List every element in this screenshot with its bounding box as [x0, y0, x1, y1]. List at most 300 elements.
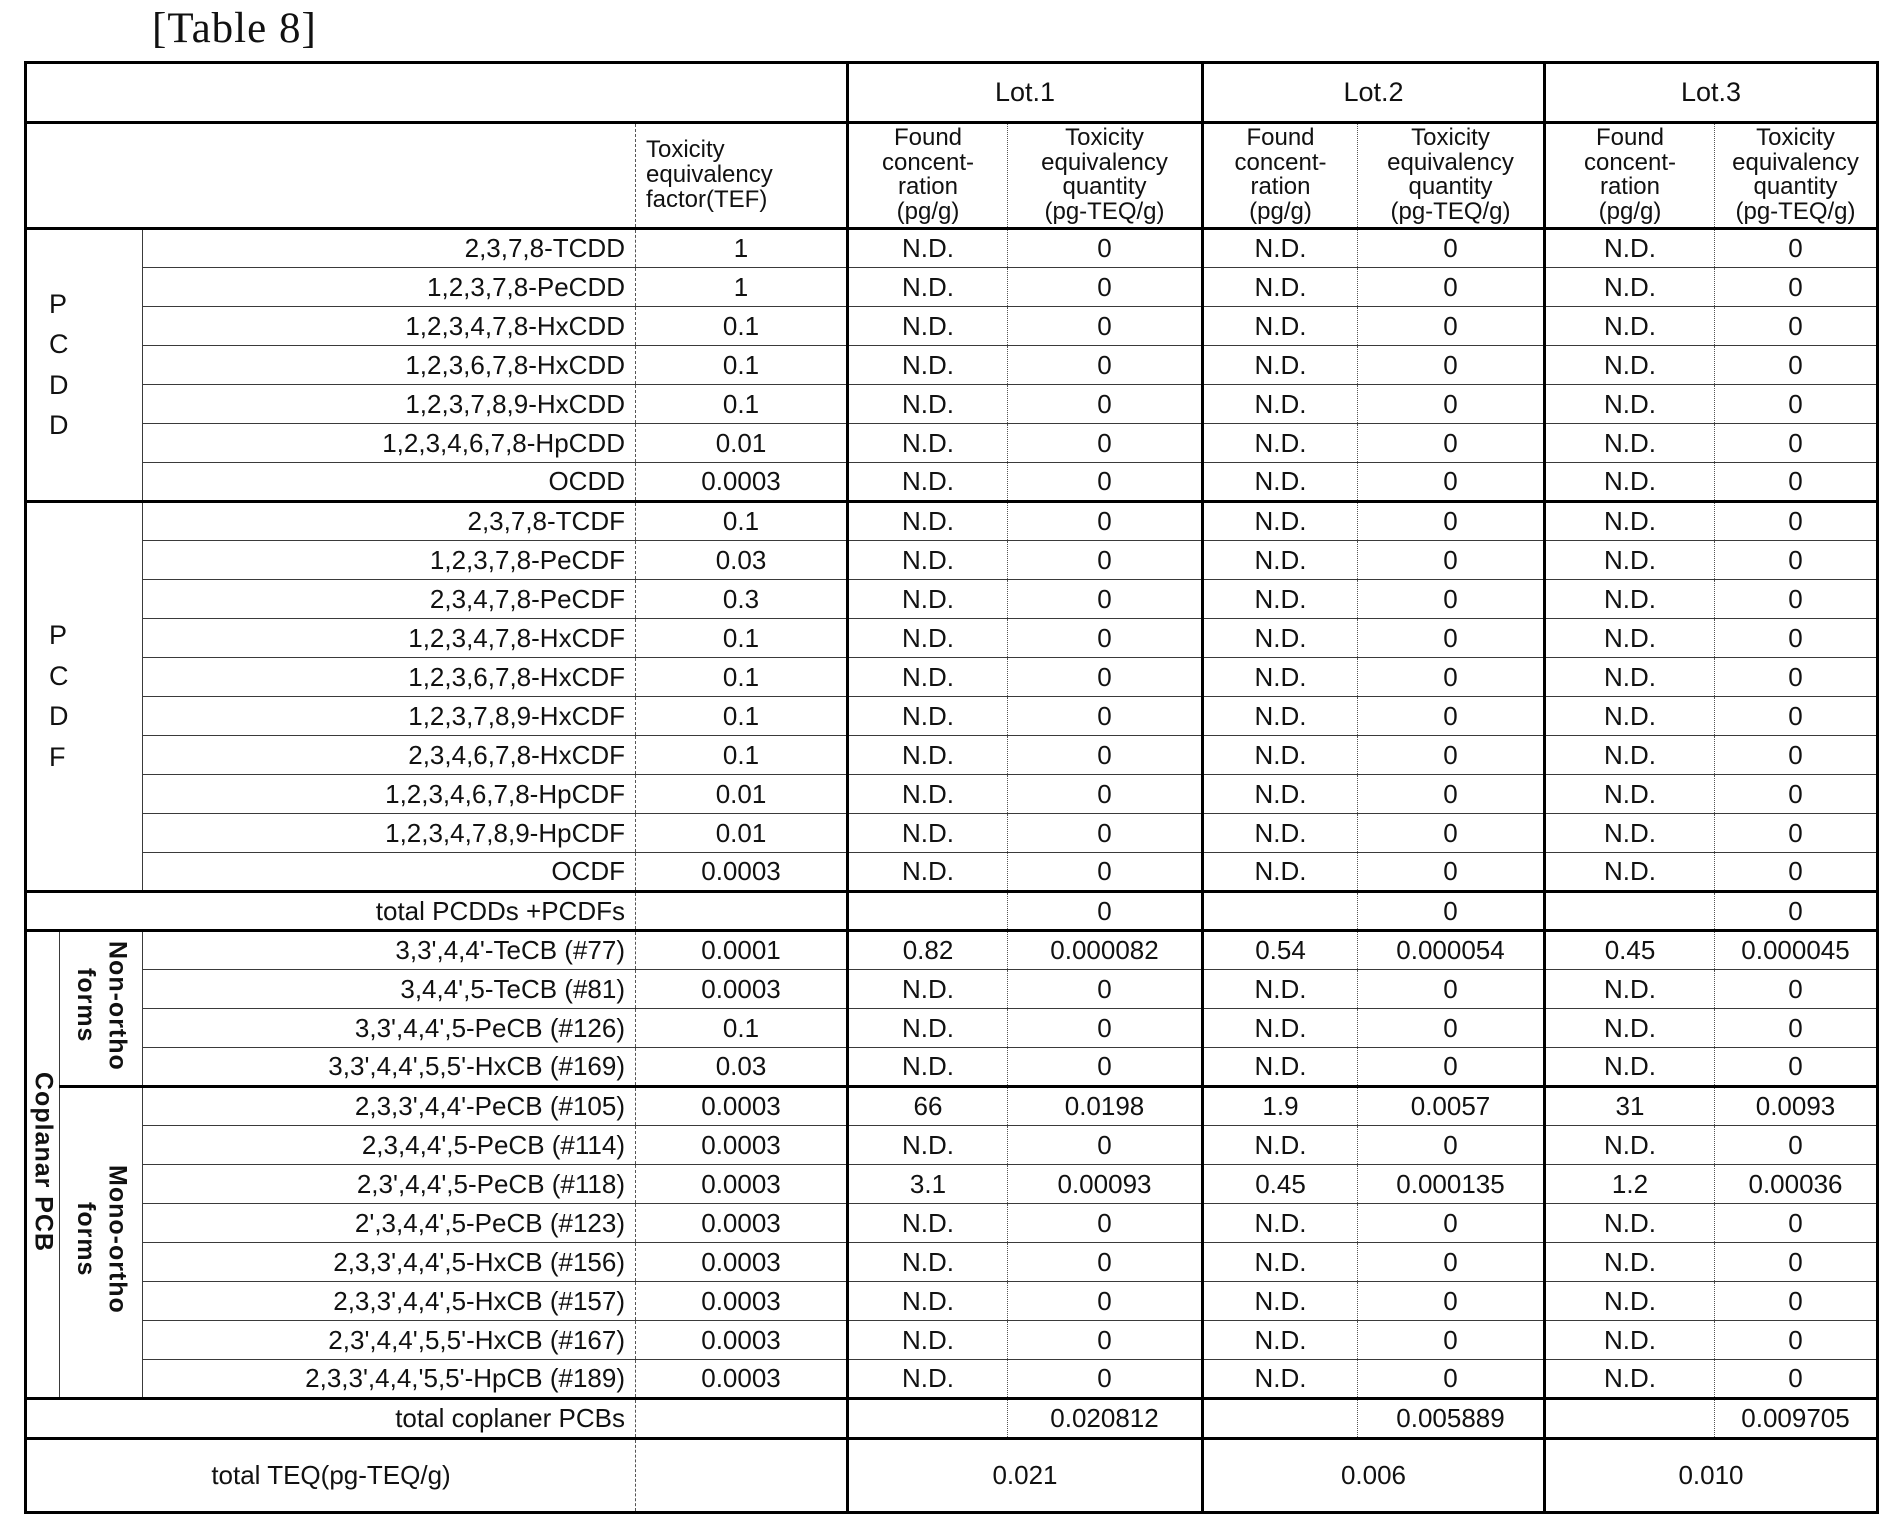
table-row — [26, 267, 1878, 306]
teq-cell: 0 — [1715, 306, 1878, 345]
column-header-row — [26, 123, 1878, 229]
table-row — [26, 1359, 1878, 1398]
found-cell: N.D. — [1545, 735, 1715, 774]
found-cell: N.D. — [848, 345, 1008, 384]
compound-cell: 3,4,4',5-TeCB (#81) — [143, 969, 636, 1008]
teq-cell: 0.000135 — [1358, 1164, 1545, 1203]
compound-cell: 2,3,3',4,4',5-HxCB (#157) — [143, 1281, 636, 1320]
teq-cell: 0 — [1008, 1047, 1203, 1086]
compound-cell: 2,3,4,4',5-PeCB (#114) — [143, 1125, 636, 1164]
found-cell: 1.2 — [1545, 1164, 1715, 1203]
found-cell: N.D. — [1203, 345, 1358, 384]
compound-cell: 2,3,4,7,8-PeCDF — [143, 579, 636, 618]
tef-cell: 0.01 — [636, 423, 848, 462]
found-cell — [1203, 891, 1358, 930]
found-cell: N.D. — [1545, 618, 1715, 657]
table-row — [26, 1008, 1878, 1047]
found-cell: N.D. — [848, 735, 1008, 774]
found-cell: N.D. — [1203, 1203, 1358, 1242]
teq-cell: 0.020812 — [1008, 1398, 1203, 1438]
found-cell: N.D. — [848, 774, 1008, 813]
found-cell: N.D. — [1203, 1047, 1358, 1086]
found-cell: N.D. — [1203, 852, 1358, 891]
tef-cell: 0.03 — [636, 540, 848, 579]
table-row — [26, 930, 1878, 969]
found-cell: N.D. — [1203, 1281, 1358, 1320]
compound-cell: 1,2,3,6,7,8-HxCDD — [143, 345, 636, 384]
teq-cell: 0 — [1715, 774, 1878, 813]
tef-cell: 0.01 — [636, 813, 848, 852]
teq-cell: 0 — [1358, 540, 1545, 579]
tef-cell: 0.0003 — [636, 1320, 848, 1359]
lot-header-row — [26, 63, 1878, 123]
found-cell: N.D. — [848, 462, 1008, 501]
tef-cell: 0.01 — [636, 774, 848, 813]
compound-cell: 2,3,3',4,4'-PeCB (#105) — [143, 1086, 636, 1125]
total-coplanar-row — [26, 1398, 1878, 1438]
teq-cell: 0 — [1008, 1359, 1203, 1398]
found-cell: N.D. — [1545, 1281, 1715, 1320]
teq-cell: 0.009705 — [1715, 1398, 1878, 1438]
found-cell: N.D. — [1203, 735, 1358, 774]
teq-cell: 0 — [1358, 1125, 1545, 1164]
teq-cell: 0 — [1715, 579, 1878, 618]
found-cell: N.D. — [1203, 1320, 1358, 1359]
tef-cell: 0.03 — [636, 1047, 848, 1086]
teq-cell: 0 — [1715, 423, 1878, 462]
lot2-found-header: Found concent- ration (pg/g) — [1203, 123, 1358, 229]
teq-cell: 0 — [1008, 462, 1203, 501]
compound-cell: 3,3',4,4',5,5'-HxCB (#169) — [143, 1047, 636, 1086]
tef-cell: 0.0001 — [636, 930, 848, 969]
teq-cell: 0.00036 — [1715, 1164, 1878, 1203]
found-cell: N.D. — [1545, 306, 1715, 345]
table-row — [26, 384, 1878, 423]
found-cell: N.D. — [848, 969, 1008, 1008]
teq-cell: 0 — [1358, 384, 1545, 423]
found-cell: N.D. — [1545, 852, 1715, 891]
found-cell: N.D. — [1545, 1242, 1715, 1281]
compound-cell: 2,3',4,4',5,5'-HxCB (#167) — [143, 1320, 636, 1359]
table-row — [26, 969, 1878, 1008]
total-row-label: total coplaner PCBs — [26, 1398, 636, 1438]
teq-cell: 0 — [1358, 345, 1545, 384]
tef-cell: 0.0003 — [636, 1242, 848, 1281]
subgroup-label-non-ortho: Non-ortho forms — [60, 930, 143, 1086]
teq-cell: 0 — [1008, 969, 1203, 1008]
teq-cell: 0 — [1008, 501, 1203, 540]
found-cell: N.D. — [848, 1359, 1008, 1398]
table-row — [26, 501, 1878, 540]
tef-cell: 0.1 — [636, 657, 848, 696]
teq-cell: 0 — [1008, 696, 1203, 735]
found-cell: N.D. — [848, 1203, 1008, 1242]
table-title: [Table 8] — [152, 5, 317, 52]
compound-cell: 1,2,3,6,7,8-HxCDF — [143, 657, 636, 696]
tef-cell: 0.1 — [636, 306, 848, 345]
found-cell: N.D. — [1203, 462, 1358, 501]
teq-cell: 0 — [1008, 735, 1203, 774]
lot2-teq-header: Toxicity equivalency quantity (pg-TEQ/g) — [1358, 123, 1545, 229]
found-cell: N.D. — [1203, 267, 1358, 306]
lot1-header: Lot.1 — [848, 63, 1203, 123]
compound-cell: 1,2,3,4,6,7,8-HpCDF — [143, 774, 636, 813]
teq-cell: 0 — [1008, 423, 1203, 462]
tef-cell: 1 — [636, 267, 848, 306]
found-cell: 31 — [1545, 1086, 1715, 1125]
group-label-pcdd: P C D D — [26, 228, 143, 501]
teq-cell: 0 — [1715, 1281, 1878, 1320]
teq-cell: 0 — [1715, 462, 1878, 501]
total-teq-value-lot1: 0.021 — [848, 1438, 1203, 1512]
teq-cell: 0 — [1358, 1047, 1545, 1086]
teq-cell: 0 — [1715, 1047, 1878, 1086]
teq-cell: 0 — [1008, 267, 1203, 306]
tef-cell: 0.1 — [636, 501, 848, 540]
teq-cell: 0 — [1008, 228, 1203, 267]
found-cell: N.D. — [848, 1008, 1008, 1047]
compound-cell: 3,3',4,4',5-PeCB (#126) — [143, 1008, 636, 1047]
tef-cell: 0.0003 — [636, 462, 848, 501]
teq-cell: 0 — [1008, 306, 1203, 345]
teq-cell: 0 — [1715, 852, 1878, 891]
lot3-teq-header: Toxicity equivalency quantity (pg-TEQ/g) — [1715, 123, 1878, 229]
compound-cell: 1,2,3,4,6,7,8-HpCDD — [143, 423, 636, 462]
table-row — [26, 423, 1878, 462]
found-cell: N.D. — [1545, 267, 1715, 306]
table-row — [26, 696, 1878, 735]
teq-cell: 0 — [1715, 735, 1878, 774]
table-row — [26, 1164, 1878, 1203]
teq-cell: 0 — [1358, 423, 1545, 462]
tef-cell: 0.3 — [636, 579, 848, 618]
compound-cell: 3,3',4,4'-TeCB (#77) — [143, 930, 636, 969]
compound-cell: 2,3',4,4',5-PeCB (#118) — [143, 1164, 636, 1203]
tef-cell — [636, 1398, 848, 1438]
teq-cell: 0 — [1715, 267, 1878, 306]
teq-cell: 0 — [1715, 1242, 1878, 1281]
tef-cell — [636, 1438, 848, 1512]
teq-cell: 0 — [1358, 657, 1545, 696]
found-cell: N.D. — [1545, 501, 1715, 540]
teq-cell: 0 — [1358, 735, 1545, 774]
teq-cell: 0.0198 — [1008, 1086, 1203, 1125]
group-label-coplanar-pcb: Coplanar PCB — [26, 930, 60, 1398]
found-cell: N.D. — [1203, 813, 1358, 852]
teq-cell: 0 — [1358, 462, 1545, 501]
found-cell: N.D. — [1203, 384, 1358, 423]
found-cell: N.D. — [1203, 423, 1358, 462]
found-cell: N.D. — [1545, 228, 1715, 267]
tef-cell: 0.1 — [636, 696, 848, 735]
found-cell: N.D. — [848, 696, 1008, 735]
found-cell: N.D. — [848, 1242, 1008, 1281]
found-cell: N.D. — [848, 852, 1008, 891]
compound-cell: 2,3,4,6,7,8-HxCDF — [143, 735, 636, 774]
teq-cell: 0.0057 — [1358, 1086, 1545, 1125]
table-row — [26, 228, 1878, 267]
found-cell: N.D. — [1203, 618, 1358, 657]
teq-cell: 0 — [1358, 1008, 1545, 1047]
teq-cell: 0 — [1715, 1008, 1878, 1047]
table-row — [26, 735, 1878, 774]
teq-cell: 0 — [1715, 696, 1878, 735]
teq-cell: 0 — [1008, 618, 1203, 657]
compound-cell: 1,2,3,7,8-PeCDD — [143, 267, 636, 306]
teq-cell: 0 — [1008, 1320, 1203, 1359]
total-teq-value-lot2: 0.006 — [1203, 1438, 1545, 1512]
found-cell: N.D. — [848, 1125, 1008, 1164]
table-row — [26, 1242, 1878, 1281]
found-cell: 66 — [848, 1086, 1008, 1125]
teq-cell: 0 — [1008, 813, 1203, 852]
teq-cell: 0.0093 — [1715, 1086, 1878, 1125]
subgroup-label-mono-ortho: Mono-ortho forms — [60, 1086, 143, 1398]
teq-cell: 0.00093 — [1008, 1164, 1203, 1203]
teq-cell: 0 — [1358, 501, 1545, 540]
tef-cell: 0.1 — [636, 384, 848, 423]
found-cell: N.D. — [1545, 1047, 1715, 1086]
tef-cell: 0.1 — [636, 735, 848, 774]
teq-cell: 0 — [1008, 774, 1203, 813]
teq-cell: 0 — [1358, 813, 1545, 852]
teq-cell: 0 — [1715, 501, 1878, 540]
total-pcdd-pcdf-row — [26, 891, 1878, 930]
found-cell: N.D. — [1545, 813, 1715, 852]
found-cell: 3.1 — [848, 1164, 1008, 1203]
found-cell: N.D. — [848, 423, 1008, 462]
found-cell: N.D. — [848, 228, 1008, 267]
total-row-label: total PCDDs +PCDFs — [26, 891, 636, 930]
found-cell: N.D. — [1545, 1320, 1715, 1359]
teq-cell: 0 — [1358, 852, 1545, 891]
found-cell: N.D. — [1203, 969, 1358, 1008]
found-cell: N.D. — [848, 540, 1008, 579]
teq-cell: 0.005889 — [1358, 1398, 1545, 1438]
table-row — [26, 462, 1878, 501]
tef-cell: 0.0003 — [636, 852, 848, 891]
found-cell: 0.82 — [848, 930, 1008, 969]
teq-cell: 0 — [1008, 1203, 1203, 1242]
table-row — [26, 1125, 1878, 1164]
found-cell: N.D. — [1545, 774, 1715, 813]
teq-cell: 0 — [1715, 1320, 1878, 1359]
teq-cell: 0 — [1008, 657, 1203, 696]
table-row — [26, 1086, 1878, 1125]
lot3-header: Lot.3 — [1545, 63, 1878, 123]
found-cell: N.D. — [848, 1281, 1008, 1320]
found-cell: N.D. — [848, 579, 1008, 618]
found-cell — [1545, 891, 1715, 930]
teq-cell: 0 — [1358, 1359, 1545, 1398]
found-cell: N.D. — [848, 306, 1008, 345]
teq-cell: 0 — [1358, 618, 1545, 657]
compound-cell: 2,3,7,8-TCDD — [143, 228, 636, 267]
found-cell: 0.54 — [1203, 930, 1358, 969]
teq-cell: 0 — [1008, 852, 1203, 891]
found-cell: N.D. — [848, 657, 1008, 696]
table-row — [26, 579, 1878, 618]
teq-cell: 0 — [1715, 384, 1878, 423]
tef-cell: 0.0003 — [636, 1164, 848, 1203]
lot2-header: Lot.2 — [1203, 63, 1545, 123]
compound-cell: 1,2,3,7,8,9-HxCDD — [143, 384, 636, 423]
found-cell: 0.45 — [1203, 1164, 1358, 1203]
lot1-teq-header: Toxicity equivalency quantity (pg-TEQ/g) — [1008, 123, 1203, 229]
group-label-pcdf: P C D F — [26, 501, 143, 891]
found-cell: N.D. — [1545, 345, 1715, 384]
found-cell: N.D. — [1203, 774, 1358, 813]
tef-cell: 0.0003 — [636, 1359, 848, 1398]
found-cell: N.D. — [1545, 462, 1715, 501]
teq-cell: 0.000054 — [1358, 930, 1545, 969]
compound-cell: 2,3,3',4,4',5-HxCB (#156) — [143, 1242, 636, 1281]
found-cell: N.D. — [1203, 1359, 1358, 1398]
found-cell: N.D. — [1203, 306, 1358, 345]
tef-cell: 0.1 — [636, 618, 848, 657]
header-corner — [26, 63, 848, 123]
found-cell: N.D. — [1203, 1008, 1358, 1047]
total-teq-row — [26, 1438, 1878, 1512]
found-cell — [1203, 1398, 1358, 1438]
total-teq-value-lot3: 0.010 — [1545, 1438, 1878, 1512]
found-cell: N.D. — [1545, 579, 1715, 618]
compound-cell: 1,2,3,7,8-PeCDF — [143, 540, 636, 579]
teq-cell: 0 — [1008, 1281, 1203, 1320]
found-cell: N.D. — [1203, 501, 1358, 540]
teq-cell: 0 — [1008, 1008, 1203, 1047]
teq-cell: 0 — [1715, 618, 1878, 657]
tef-cell — [636, 891, 848, 930]
found-cell: N.D. — [1545, 696, 1715, 735]
found-cell: N.D. — [848, 813, 1008, 852]
found-cell: N.D. — [1203, 540, 1358, 579]
found-cell: N.D. — [1545, 969, 1715, 1008]
table-row — [26, 345, 1878, 384]
teq-cell: 0 — [1008, 891, 1203, 930]
header-corner2 — [26, 123, 636, 229]
compound-cell: 1,2,3,4,7,8-HxCDF — [143, 618, 636, 657]
found-cell: N.D. — [1203, 1125, 1358, 1164]
tef-column-header: Toxicity equivalency factor(TEF) — [636, 123, 848, 229]
teq-cell: 0 — [1715, 540, 1878, 579]
found-cell: N.D. — [1545, 1008, 1715, 1047]
teq-cell: 0 — [1008, 384, 1203, 423]
teq-cell: 0 — [1715, 345, 1878, 384]
found-cell: 0.45 — [1545, 930, 1715, 969]
tef-cell: 0.0003 — [636, 1281, 848, 1320]
found-cell: N.D. — [848, 1047, 1008, 1086]
table-row — [26, 306, 1878, 345]
compound-cell: 2,3,3',4,4,'5,5'-HpCB (#189) — [143, 1359, 636, 1398]
table-row — [26, 852, 1878, 891]
compound-cell: OCDD — [143, 462, 636, 501]
teq-cell: 0 — [1358, 891, 1545, 930]
table-row — [26, 1281, 1878, 1320]
lot3-found-header: Found concent- ration (pg/g) — [1545, 123, 1715, 229]
found-cell: N.D. — [848, 384, 1008, 423]
table-row — [26, 774, 1878, 813]
found-cell: N.D. — [1203, 696, 1358, 735]
found-cell: N.D. — [1545, 423, 1715, 462]
found-cell: N.D. — [1545, 540, 1715, 579]
found-cell: N.D. — [1203, 1242, 1358, 1281]
table-row — [26, 618, 1878, 657]
found-cell: N.D. — [848, 1320, 1008, 1359]
teq-cell: 0 — [1358, 579, 1545, 618]
table-row — [26, 813, 1878, 852]
found-cell: N.D. — [848, 501, 1008, 540]
table-row — [26, 1320, 1878, 1359]
teq-cell: 0 — [1008, 345, 1203, 384]
teq-cell: 0 — [1715, 228, 1878, 267]
found-cell: N.D. — [1545, 384, 1715, 423]
found-cell: N.D. — [1203, 657, 1358, 696]
teq-cell: 0 — [1358, 267, 1545, 306]
teq-cell: 0 — [1358, 1203, 1545, 1242]
tef-cell: 1 — [636, 228, 848, 267]
table-row — [26, 1203, 1878, 1242]
lot1-found-header: Found concent- ration (pg/g) — [848, 123, 1008, 229]
tef-cell: 0.0003 — [636, 969, 848, 1008]
found-cell — [1545, 1398, 1715, 1438]
tef-cell: 0.0003 — [636, 1203, 848, 1242]
found-cell: N.D. — [848, 267, 1008, 306]
tef-cell: 0.1 — [636, 1008, 848, 1047]
found-cell: N.D. — [1545, 1125, 1715, 1164]
compound-cell: 1,2,3,4,7,8-HxCDD — [143, 306, 636, 345]
table-row — [26, 657, 1878, 696]
teq-cell: 0 — [1715, 1125, 1878, 1164]
teq-cell: 0 — [1358, 774, 1545, 813]
compound-cell: 2',3,4,4',5-PeCB (#123) — [143, 1203, 636, 1242]
teq-cell: 0 — [1715, 969, 1878, 1008]
teq-cell: 0.000045 — [1715, 930, 1878, 969]
teq-cell: 0.000082 — [1008, 930, 1203, 969]
found-cell: N.D. — [1545, 657, 1715, 696]
tef-cell: 0.0003 — [636, 1086, 848, 1125]
teq-cell: 0 — [1358, 228, 1545, 267]
found-cell — [848, 1398, 1008, 1438]
teq-cell: 0 — [1715, 1359, 1878, 1398]
teq-cell: 0 — [1715, 657, 1878, 696]
found-cell: N.D. — [1545, 1203, 1715, 1242]
found-cell: 1.9 — [1203, 1086, 1358, 1125]
compound-cell: 2,3,7,8-TCDF — [143, 501, 636, 540]
teq-cell: 0 — [1358, 969, 1545, 1008]
dioxin-teq-table — [24, 61, 1879, 1514]
found-cell: N.D. — [1203, 579, 1358, 618]
compound-cell: OCDF — [143, 852, 636, 891]
found-cell: N.D. — [1545, 1359, 1715, 1398]
teq-cell: 0 — [1008, 1242, 1203, 1281]
teq-cell: 0 — [1715, 891, 1878, 930]
teq-cell: 0 — [1358, 306, 1545, 345]
found-cell: N.D. — [848, 618, 1008, 657]
teq-cell: 0 — [1715, 813, 1878, 852]
table-row — [26, 540, 1878, 579]
teq-cell: 0 — [1008, 540, 1203, 579]
teq-cell: 0 — [1358, 1281, 1545, 1320]
teq-cell: 0 — [1358, 1320, 1545, 1359]
total-teq-label: total TEQ(pg-TEQ/g) — [26, 1438, 636, 1512]
tef-cell: 0.1 — [636, 345, 848, 384]
tef-cell: 0.0003 — [636, 1125, 848, 1164]
table-row — [26, 1047, 1878, 1086]
compound-cell: 1,2,3,7,8,9-HxCDF — [143, 696, 636, 735]
found-cell: N.D. — [1203, 228, 1358, 267]
teq-cell: 0 — [1008, 579, 1203, 618]
